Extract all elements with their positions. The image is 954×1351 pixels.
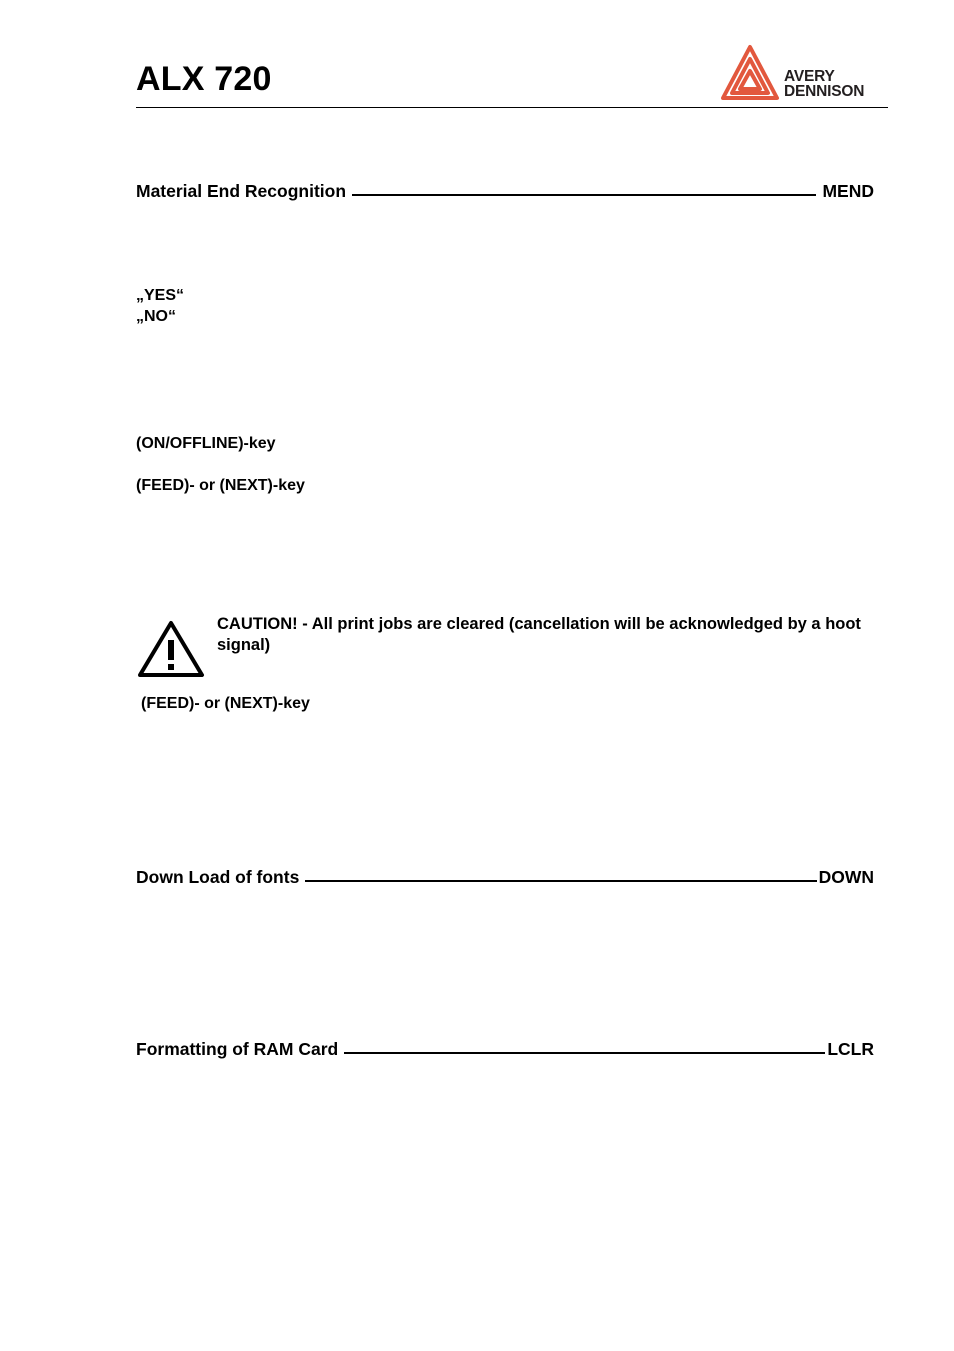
feed-next-key-label: (FEED)- or (NEXT)-key xyxy=(136,477,305,494)
avery-triangle-logo-icon xyxy=(720,44,780,102)
section-heading-down xyxy=(136,867,874,888)
option-yes: „YES“ xyxy=(136,287,185,304)
header-divider xyxy=(136,107,888,108)
logo-word-avery: AVERY xyxy=(784,68,835,85)
section-heading-mend xyxy=(136,181,874,202)
document-title: ALX 720 xyxy=(136,60,272,98)
section-heading-lclr xyxy=(136,1039,874,1060)
avery-dennison-logo xyxy=(720,44,890,102)
section-label: Down Load of fonts xyxy=(136,867,300,887)
section-code: DOWN xyxy=(818,867,874,887)
section-code: MEND xyxy=(822,181,874,201)
leader-line xyxy=(305,880,816,882)
leader-line xyxy=(352,194,816,196)
logo-word-dennison: DENNISON xyxy=(784,83,865,100)
leader-line xyxy=(344,1052,825,1054)
online-key-label: (ON/OFFLINE)-key xyxy=(136,435,276,452)
section-label: Formatting of RAM Card xyxy=(136,1039,339,1059)
warning-triangle-icon xyxy=(136,618,206,680)
section-code: LCLR xyxy=(827,1039,874,1059)
feed-next-key-label: (FEED)- or (NEXT)-key xyxy=(141,695,310,712)
section-label: Material End Recognition xyxy=(136,181,347,201)
caution-text: CAUTION! - All print jobs are cleared (cancellation will be acknowledged by a hoot signal) xyxy=(217,615,861,654)
option-no: „NO“ xyxy=(136,308,176,325)
